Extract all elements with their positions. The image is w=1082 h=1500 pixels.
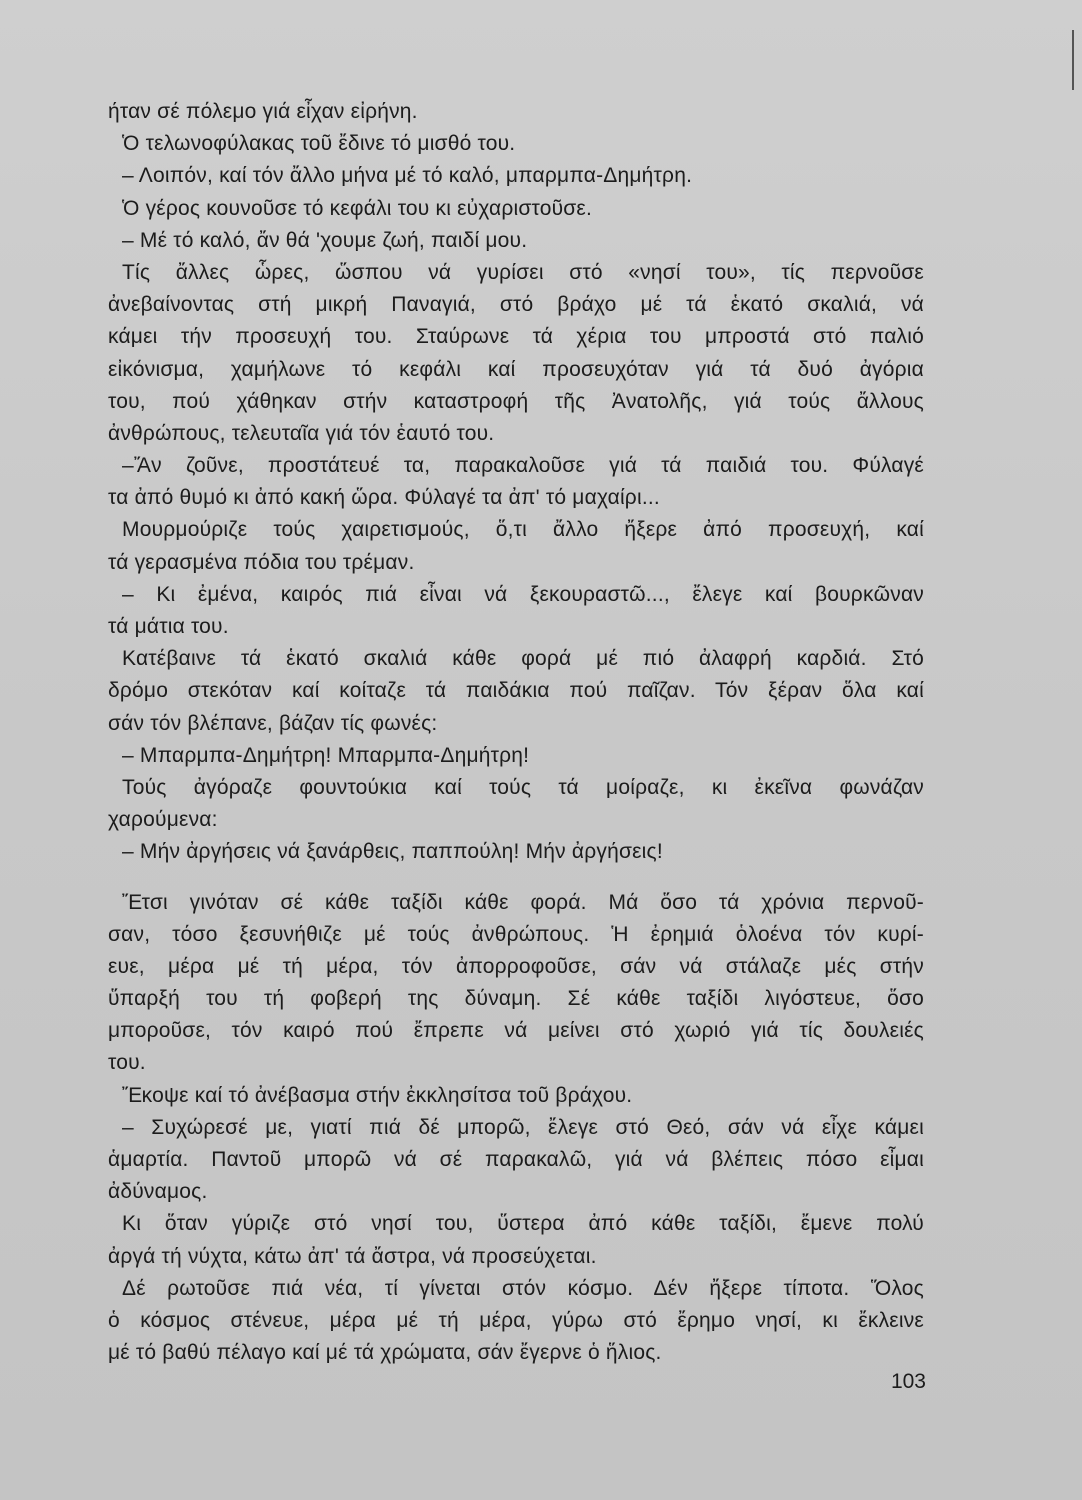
- text-line: – Μέ τό καλό, ἄν θά 'χουμε ζωή, παιδί μου.: [122, 228, 528, 252]
- text-line: – Κι ἐμένα, καιρός πιά εἶναι νά ξεκουραστῶ..., ἔλεγε καί βουρκῶναν: [122, 582, 924, 606]
- page-edge-mark: [1072, 30, 1074, 90]
- text-line: Ἔτσι γινόταν σέ κάθε ταξίδι κάθε φορά. Μά ὅσο τά χρόνια περνοῦ-: [122, 890, 924, 914]
- body-text: [108, 96, 924, 1369]
- text-section-2: [108, 887, 924, 1370]
- section-break: [108, 869, 924, 887]
- text-line: Κατέβαινε τά ἑκατό σκαλιά κάθε φορά μέ πιό ἀλαφρή καρδιά. Στό: [122, 647, 924, 671]
- text-line: – Λοιπόν, καί τόν ἄλλο μήνα μέ τό καλό, μπαρμπα-Δημήτρη.: [122, 164, 693, 188]
- page-number: 103: [890, 1370, 926, 1393]
- text-line: ἀδύναμος.: [108, 1180, 208, 1204]
- text-line: –Ἄν ζοῦνε, προστάτευέ τα, παρακαλοῦσε γιά τά παιδιά του. Φύλαγέ: [122, 454, 924, 478]
- text-line: τά μάτια του.: [108, 615, 229, 638]
- text-line: ὁ κόσμος στένευε, μέρα μέ τή μέρα, γύρω στό ἔρημο νησί, κι ἔκλεινε: [108, 1308, 924, 1332]
- text-line: κάμει τήν προσευχή του. Σταύρωνε τά χέρια του μπροστά στό παλιό: [108, 325, 924, 349]
- text-line: του.: [108, 1051, 146, 1075]
- text-line: Ὁ τελωνοφύλακας τοῦ ἔδινε τό μισθό του.: [122, 132, 516, 156]
- text-line: ἁμαρτία. Παντοῦ μπορῶ νά σέ παρακαλῶ, γιά νά βλέπεις πόσο εἶμαι: [108, 1148, 924, 1171]
- text-line: Ἔκοψε καί τό ἀνέβασμα στήν ἐκκλησίτσα τοῦ βράχου.: [122, 1083, 633, 1107]
- text-line: δρόμο στεκόταν καί κοίταζε τά παιδάκια πού παῖζαν. Τόν ξέραν ὅλα καί: [108, 679, 924, 703]
- text-line: ἀνθρώπους, τελευταῖα γιά τόν ἑαυτό του.: [108, 421, 495, 445]
- text-line: Τούς ἀγόραζε φουντούκια καί τούς τά μοίραζε, κι ἐκεῖνα φωνάζαν: [122, 775, 924, 799]
- text-line: του, πού χάθηκαν στήν καταστροφή τῆς Ἀνατολῆς, γιά τούς ἄλλους: [108, 389, 924, 413]
- text-line: τά γερασμένα πόδια του τρέμαν.: [108, 550, 415, 574]
- text-line: ὕπαρξή του τή φοβερή της δύναμη. Σέ κάθε ταξίδι λιγόστευε, ὅσο: [108, 987, 924, 1011]
- text-line: τα ἀπό θυμό κι ἀπό κακή ὥρα. Φύλαγέ τα ἀπ' τό μαχαίρι...: [108, 486, 660, 510]
- text-line: Μουρμούριζε τούς χαιρετισμούς, ὅ,τι ἄλλο ἤξερε ἀπό προσευχή, καί: [122, 518, 924, 542]
- text-line: – Μπαρμπα-Δημήτρη! Μπαρμπα-Δημήτρη!: [122, 743, 530, 767]
- text-line: ἀνεβαίνοντας στή μικρή Παναγιά, στό βράχο μέ τά ἑκατό σκαλιά, νά: [108, 293, 924, 317]
- text-line: χαρούμενα:: [108, 808, 218, 832]
- text-line: Κι ὅταν γύριζε στό νησί του, ὕστερα ἀπό κάθε ταξίδι, ἔμενε πολύ: [122, 1212, 924, 1236]
- text-line: ευε, μέρα μέ τή μέρα, τόν ἀπορροφοῦσε, σάν νά στάλαζε μές στήν: [108, 954, 924, 978]
- text-line: Δέ ρωτοῦσε πιά νέα, τί γίνεται στόν κόσμο. Δέν ἤξερε τίποτα. Ὅλος: [122, 1276, 924, 1300]
- text-line: μποροῦσε, τόν καιρό πού ἔπρεπε νά μείνει στό χωριό γιά τίς δουλειές: [108, 1019, 924, 1043]
- text-line: Ὁ γέρος κουνοῦσε τό κεφάλι του κι εὐχαριστοῦσε.: [122, 196, 593, 220]
- text-section-1: [108, 96, 924, 869]
- text-line: σαν, τόσο ξεσυνήθιζε μέ τούς ἀνθρώπους. Ἡ ἐρημιά ὁλοένα τόν κυρί-: [108, 922, 924, 946]
- text-line: – Συχώρεσέ με, γιατί πιά δέ μπορῶ, ἔλεγε στό Θεό, σάν νά εἶχε κάμει: [122, 1115, 924, 1139]
- text-line: μέ τό βαθύ πέλαγο καί μέ τά χρώματα, σάν ἔγερνε ὁ ἥλιος.: [108, 1341, 662, 1365]
- text-line: – Μήν ἀργήσεις νά ξανάρθεις, παππούλη! Μήν ἀργήσεις!: [122, 840, 663, 864]
- text-line: ἀργά τή νύχτα, κάτω ἀπ' τά ἄστρα, νά προσεύχεται.: [108, 1244, 597, 1268]
- text-line: ήταν σέ πόλεμο γιά εἶχαν εἰρήνη.: [108, 100, 418, 123]
- text-line: εἰκόνισμα, χαμήλωνε τό κεφάλι καί προσευχόταν γιά τά δυό ἀγόρια: [108, 357, 924, 381]
- text-line: σάν τόν βλέπανε, βάζαν τίς φωνές:: [108, 711, 438, 735]
- text-line: Τίς ἄλλες ὧρες, ὥσπου νά γυρίσει στό «νησί του», τίς περνοῦσε: [122, 260, 924, 284]
